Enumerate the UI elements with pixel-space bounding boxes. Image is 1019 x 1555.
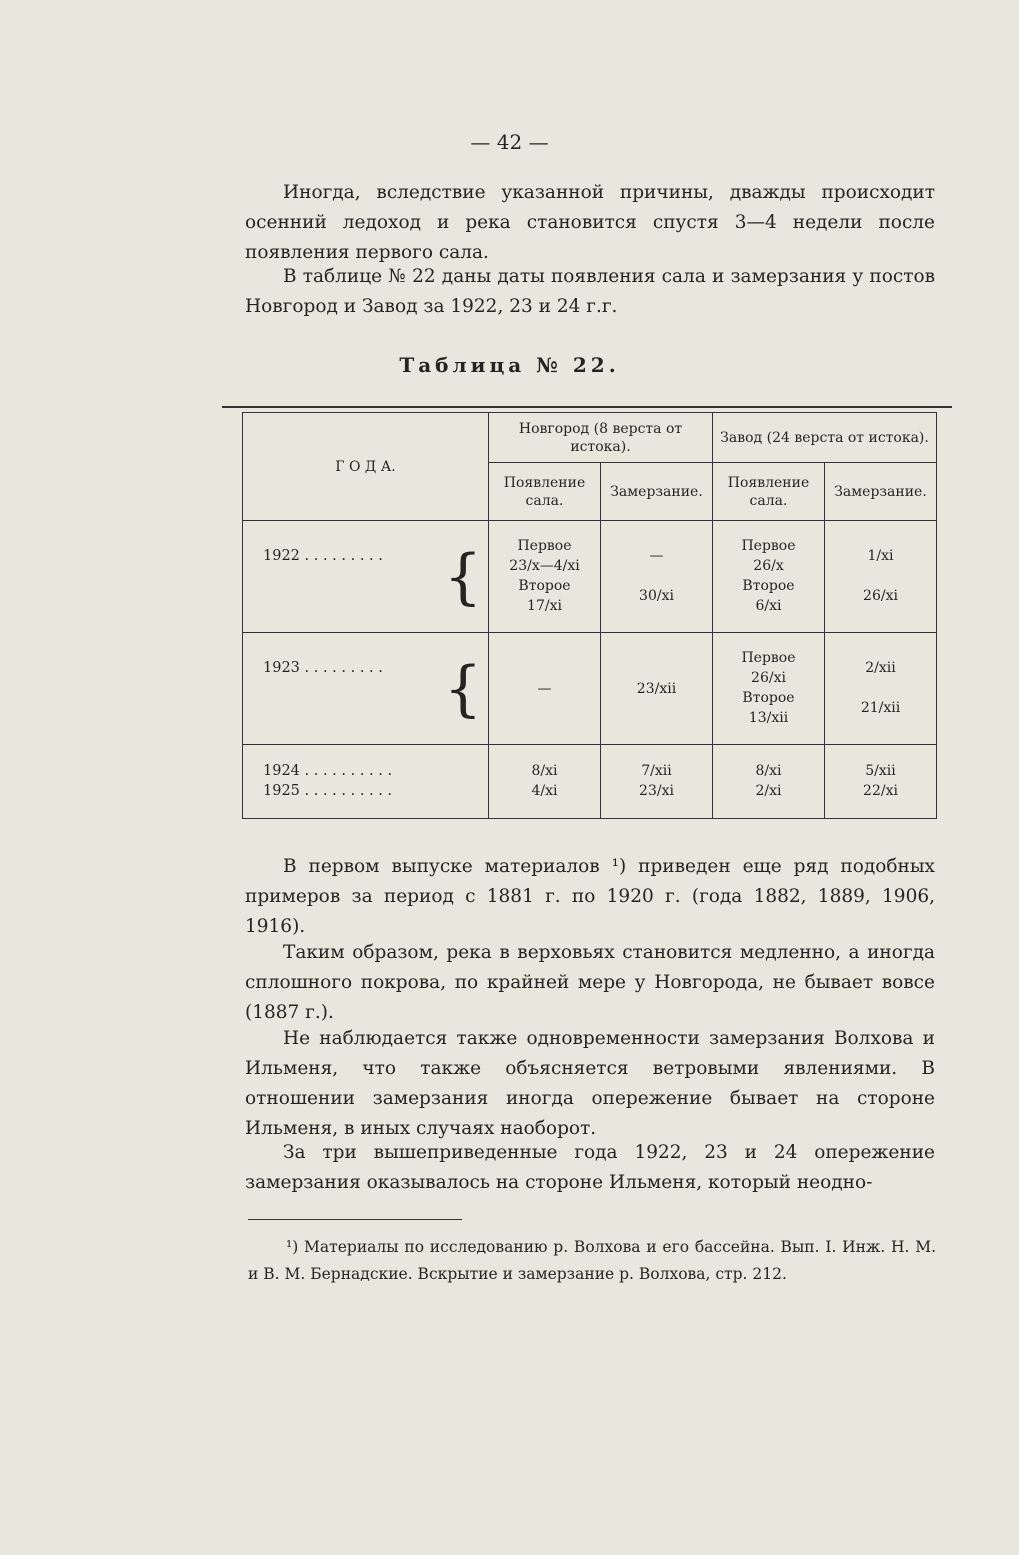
nov-appear-cell <box>489 521 601 633</box>
cell-line: 6/xi <box>755 597 782 614</box>
cell-line: 26/xi <box>751 669 786 686</box>
year-cell: { 1923 . . . . . . . . . <box>243 633 489 745</box>
cell-spacer <box>605 567 708 587</box>
intro-paragraph-2: В таблице № 22 даны даты появления сала и замерзания у постов Новгород и Завод за 1922, 23 и 24 г.г. <box>245 266 935 317</box>
body-paragraph-3: Не наблюдается также одновременности замерзания Волхова и Ильменя, что также объясняется ветровыми явлениями. В отношении замерзания иногда опережение бывает на стороне Ильменя, в иных случаях наоборот. <box>245 1028 935 1139</box>
header-zav-freezing: Замерзание. <box>825 463 937 521</box>
zav-freeze-cell <box>825 521 937 633</box>
cell-line: 2/xi <box>755 782 782 799</box>
year-label: 1923 <box>263 659 300 676</box>
cell-line: Первое <box>741 649 796 666</box>
cell-line: 26/x <box>753 557 784 574</box>
cell-line: 23/xii <box>636 680 677 697</box>
header-nov-freezing: Замерзание. <box>601 463 713 521</box>
year-label: 1922 <box>263 547 300 564</box>
cell-line: Второе <box>742 577 795 594</box>
cell-spacer <box>829 679 932 699</box>
body-paragraph-2: Таким образом, река в верховьях становится медленно, а иногда сплошного покрова, по крайней мере у Новгорода, не бывает вовсе (1887 г.). <box>245 942 935 1023</box>
year-label: 1924 <box>263 762 300 779</box>
cell-line: 21/xii <box>860 699 901 716</box>
header-zavod: Завод (24 верста от истока). <box>713 413 937 463</box>
year-cell: { 1922 . . . . . . . . . <box>243 521 489 633</box>
cell-spacer <box>829 567 932 587</box>
zav-appear-cell <box>713 745 825 819</box>
footnote: ¹) Материалы по исследованию р. Волхова и его бассейна. Вып. I. Инж. Н. М. и В. М. Бернадские. Вскрытие и замерзание р. Волхова, стр. 212. <box>248 1238 936 1283</box>
table-row <box>243 633 937 745</box>
header-novgorod: Новгород (8 верста от истока). <box>489 413 713 463</box>
footnote-rule <box>248 1219 462 1220</box>
cell-line: Первое <box>517 537 572 554</box>
cell-line: 13/xii <box>748 709 789 726</box>
nov-freeze-cell <box>601 745 713 819</box>
body-paragraph-4: За три вышеприведенные года 1922, 23 и 24 опережение замерзания оказывалось на стороне Ильменя, который неодно- <box>245 1142 935 1193</box>
table-top-rule <box>222 406 952 408</box>
header-years: Г О Д А. <box>243 413 489 521</box>
header-zav-appearance: Появление сала. <box>713 463 825 521</box>
header-nov-appearance: Появление сала. <box>489 463 601 521</box>
zav-appear-cell <box>713 633 825 745</box>
brace-icon: { <box>443 541 482 612</box>
cell-line: 30/xi <box>639 587 674 604</box>
cell-line: 23/x—4/xi <box>509 557 580 574</box>
nov-freeze-cell <box>601 521 713 633</box>
cell-line: 8/xi <box>755 762 782 779</box>
cell-line: — <box>649 547 664 564</box>
table-row <box>243 521 937 633</box>
cell-line: 26/xi <box>863 587 898 604</box>
nov-appear-cell <box>489 745 601 819</box>
brace-icon: { <box>443 653 482 724</box>
table-title: Таблица № 22. <box>399 353 620 377</box>
cell-line: Второе <box>518 577 571 594</box>
zav-appear-cell <box>713 521 825 633</box>
cell-line: 4/xi <box>531 782 558 799</box>
cell-line: 7/xii <box>641 762 672 779</box>
cell-line: Первое <box>741 537 796 554</box>
zav-freeze-cell <box>825 745 937 819</box>
body-paragraph-1: В первом выпуске материалов ¹) приведен еще ряд подобных примеров за период с 1881 г. по 1920 г. (года 1882, 1889, 1906, 1916). <box>245 856 935 937</box>
cell-line: 5/xii <box>865 762 896 779</box>
freeze-table <box>242 412 937 819</box>
cell-line: 2/xii <box>865 659 896 676</box>
page-number: — 42 — <box>470 130 549 154</box>
nov-appear-cell <box>489 633 601 745</box>
cell-line: 1/xi <box>867 547 894 564</box>
cell-line: 8/xi <box>531 762 558 779</box>
cell-line: 22/xi <box>863 782 898 799</box>
cell-line: 17/xi <box>527 597 562 614</box>
cell-line: 23/xi <box>639 782 674 799</box>
year-cell: 1924 . . . . . . . . . . 1925 . . . . . . . . . . <box>243 745 489 819</box>
cell-line: — <box>537 680 552 697</box>
nov-freeze-cell <box>601 633 713 745</box>
intro-paragraph-1: Иногда, вследствие указанной причины, дважды происходит осенний ледоход и река становится спустя 3—4 недели после появления первого сала. <box>245 182 935 263</box>
zav-freeze-cell <box>825 633 937 745</box>
year-label: 1925 <box>263 782 300 799</box>
table-row <box>243 745 937 819</box>
cell-line: Второе <box>742 689 795 706</box>
